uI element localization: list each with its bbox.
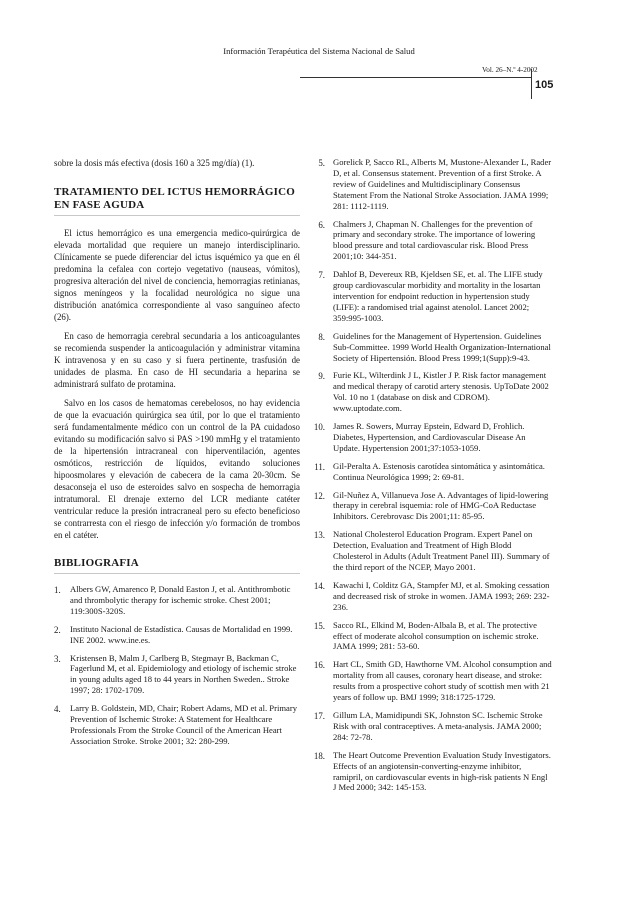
reference-text: Kristensen B, Malm J, Carlberg B, Stegmayr B, Backman C, Fagerlund M, et al. Epidemiology and etiology of ischemic stroke in young adults aged 18 to 44 years in Northen Sweden.. Stroke 1997; 28: 1702-1709. bbox=[70, 652, 297, 696]
reference-text: National Cholesterol Education Program. Expert Panel on Detection, Evaluation and Treatment of High Blodd Cholesterol in Adults (Adult Treatment Panel III). Summary of the third report of the NCEP, Mayo 2001. bbox=[333, 529, 550, 572]
section-heading-treatment: TRATAMIENTO DEL ICTUS HEMORRÁGICO EN FASE AGUDA bbox=[54, 186, 300, 216]
reference-item bbox=[309, 157, 553, 212]
volume-label: Vol. 26–N.º 4-2002 bbox=[482, 66, 538, 74]
reference-number: 10. bbox=[313, 422, 325, 433]
reference-number: 17. bbox=[313, 710, 325, 721]
reference-number: 13. bbox=[313, 530, 325, 541]
body-paragraph-2: En caso de hemorragia cerebral secundaria a los anticoagulantes se recomienda suspender la anticoagulación y administrar vitamina K intravenosa y en su caso y si fuera pertinente, trasfusión de unidades de plasma. En caso de HI secundaria a heparina se administrará sulfato de protamina. bbox=[54, 331, 300, 389]
reference-text: Kawachi I, Colditz GA, Stampfer MJ, et al. Smoking cessation and decreased risk of stroke in women. JAMA 1993; 269: 232-236. bbox=[333, 579, 550, 612]
page-number: 105 bbox=[535, 79, 554, 91]
reference-text: Gil-Peralta A. Estenosis carotídea sintomática y asintomática. Continua Neurológica 1999; 2: 69-81. bbox=[333, 460, 545, 482]
reference-item bbox=[309, 461, 553, 483]
reference-item bbox=[309, 490, 553, 523]
reference-item bbox=[309, 620, 553, 653]
reference-item bbox=[54, 584, 300, 617]
reference-number: 5. bbox=[318, 158, 325, 168]
reference-text: James R. Sowers, Murray Epstein, Edward D, Frohlich. Diabetes, Hypertension, and Cardiovascular Disease An Update. Hypertension 2001;37:1053-1059. bbox=[333, 421, 526, 453]
reference-number: 3. bbox=[54, 653, 61, 664]
reference-item bbox=[54, 653, 300, 697]
reference-text: Hart CL, Smith GD, Hawthorne VM. Alcohol consumption and mortality from all causes, coronary heart disease, and stroke: results from a prospective cohort study of scottish men with 21 years of follow up. BMJ 1999; 318:1725-1729. bbox=[333, 659, 552, 703]
reference-number: 16. bbox=[313, 660, 325, 671]
reference-text: Guidelines for the Management of Hypertension. Guidelines Sub-Committee. 1999 World Health Organization-International Society of Hipertensión. Blood Press 1999;1(Supp):9-43. bbox=[333, 330, 551, 363]
reference-item bbox=[309, 529, 553, 573]
reference-item bbox=[54, 703, 300, 747]
reference-text: Chalmers J, Chapman N. Challenges for the prevention of primary and secondary stroke. The importance of lowering blood pressure and total cardiovascular risk. Blood Press 2001;10: 344-351. bbox=[333, 218, 536, 262]
reference-item bbox=[309, 659, 553, 703]
reference-number: 1. bbox=[54, 585, 61, 595]
reference-number: 18. bbox=[313, 750, 325, 761]
reference-item bbox=[309, 370, 553, 414]
reference-number: 9. bbox=[318, 371, 325, 382]
reference-text: The Heart Outcome Prevention Evaluation Study Investigators. Effects of an angiotensin-converting-enzyme inhibitor, ramipril, on cardiovascular events in high-risk patients N Engl J Med 2000; 342: 145-153. bbox=[333, 749, 551, 793]
reference-item bbox=[309, 269, 553, 324]
reference-number: 12. bbox=[313, 490, 325, 501]
reference-item bbox=[309, 710, 553, 743]
left-column bbox=[54, 157, 300, 754]
reference-number: 11. bbox=[314, 461, 325, 472]
reference-text: Furie KL, Wilterdink J L, Kistler J P. Risk factor management and medical therapy of carotid artery stenosis. UpToDate 2002 Vol. 10 no 1 (database on disk and CDROM). www.uptodate.com. bbox=[333, 370, 549, 414]
reference-text: Larry B. Goldstein, MD, Chair; Robert Adams, MD et al. Primary Prevention of Ischemic Stroke: A Statement for Healthcare Professionals From the Stroke Council of the American Heart Association Stroke. Stroke 2001; 32: 280-299. bbox=[70, 703, 297, 746]
reference-text: Gorelick P, Sacco RL, Alberts M, Mustone-Alexander L, Rader D, et al. Consensus statement. Prevention of a first Stroke. A review of Guidelines and Multidisciplinary Consensus Statement From the National Stroke Association. JAMA 1999; 281: 1112-1119. bbox=[333, 157, 552, 211]
reference-text: Albers GW, Amarenco P, Donald Easton J, et al. Antithrombotic and thrombolytic therapy for ischemic stroke. Chest 2001; 119:300S-320S. bbox=[70, 584, 291, 616]
reference-text: Instituto Nacional de Estadística. Causas de Mortalidad en 1999. INE 2002. www.ine.es. bbox=[70, 623, 293, 645]
section-heading-bibliography: BIBLIOGRAFIA bbox=[54, 557, 300, 574]
reference-number: 2. bbox=[54, 624, 61, 635]
reference-number: 8. bbox=[318, 331, 325, 342]
reference-number: 4. bbox=[54, 704, 61, 715]
reference-item bbox=[309, 421, 553, 454]
reference-item bbox=[309, 331, 553, 364]
intro-paragraph: sobre la dosis más efectiva (dosis 160 a 325 mg/día) (1). bbox=[54, 158, 255, 168]
running-header-title: Información Terapéutica del Sistema Nacional de Salud bbox=[223, 46, 415, 56]
right-column bbox=[309, 157, 553, 800]
reference-text: Sacco RL, Elkind M, Boden-Albala B, et al. The protective effect of moderate alcohol consumption on ischemic stroke. JAMA 1999; 281: 53-60. bbox=[333, 619, 539, 652]
reference-item bbox=[309, 580, 553, 613]
header-rule bbox=[300, 77, 532, 78]
reference-item bbox=[309, 750, 553, 794]
reference-item bbox=[309, 219, 553, 263]
reference-text: Gil-Nuñez A, Villanueva Jose A. Advantages of lipid-lowering therapy in cerebral isquemia: role of HMG-CoA Reductase Inhibitors. Cerebrovasc Dis 2001;11: 85-95. bbox=[333, 489, 549, 522]
reference-number: 7. bbox=[318, 270, 325, 281]
reference-number: 15. bbox=[313, 620, 325, 631]
reference-number: 6. bbox=[318, 219, 325, 230]
reference-number: 14. bbox=[313, 580, 325, 591]
body-paragraph-1: El ictus hemorrágico es una emergencia medico-quirúrgica de elevada mortalidad que requiere un manejo interdisciplinario. Clínicamente se puede diferenciar del ictus isquémico ya que en él predomina la cefalea con cortejo vegetativo (nauseas, vómitos), progresiva alteración del nivel de conciencia, hemorragias retinianas, signos meníngeos y la focalidad neurológica no sigue una distribución anatómica correspondiente al vaso sanguíneo afecto (26). bbox=[54, 228, 300, 322]
reference-item bbox=[54, 624, 300, 646]
reference-text: Gillum LA, Mamidipundi SK, Johnston SC. Ischemic Stroke Risk with oral contraceptives. A meta-analysis. JAMA 2000; 284: 72-78. bbox=[333, 709, 543, 742]
header-vertical-rule bbox=[531, 69, 532, 99]
reference-text: Dahlof B, Devereux RB, Kjeldsen SE, et. al. The LIFE study group cardiovascular morbidity and mortality in the losartan intervention for endpoint reduction in hypertension study (LIFE): a randomised trial against atenolol. Lancet 2002; 359:995-1003. bbox=[333, 269, 543, 323]
body-paragraph-3: Salvo en los casos de hematomas cerebelosos, no hay evidencia de que la evacuación quirúrgica sea útil, por lo que el tratamiento será fundamentalmente médico con un control de la PA cuidadoso evitando su modificación salvo si PAS >190 mmHg y el tratamiento de la hipertensión intracraneal con hiperventilación, agentes osmóticos, restricción de líquidos, evitando soluciones hipoosmolares y elevación de cabecera de la cama 20-30cm. Se desaconseja el uso de esteroides salvo en sospecha de hemorragia intratumoral. El drenaje externo del LCR mediante catéter ventricular reduce la presión intracraneal pero su efecto beneficioso se contrarresta con el riesgo de infección y/o formación de trombos en el catéter. bbox=[54, 398, 300, 540]
